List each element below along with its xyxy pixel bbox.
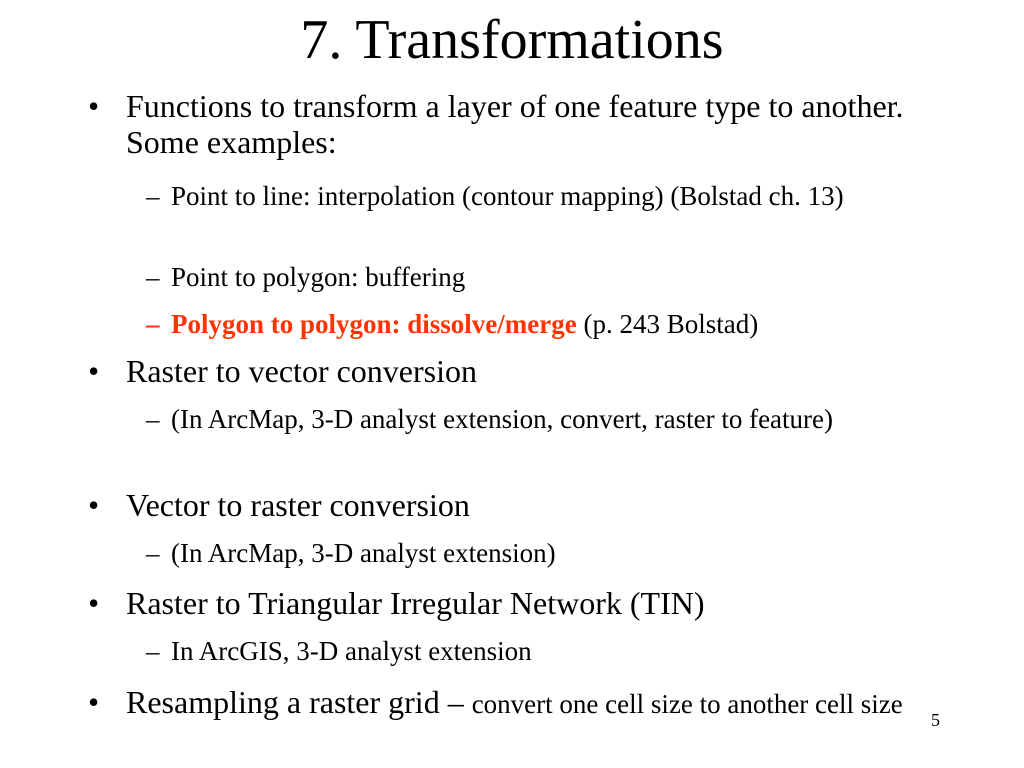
bullet-icon: • xyxy=(88,684,100,720)
bullet-icon: • xyxy=(88,353,100,389)
sub-bullet-text: In ArcGIS, 3-D analyst extension xyxy=(171,636,532,666)
dash-icon: – xyxy=(146,309,160,339)
bullet-text: Functions to transform a layer of one feature type to another. Some examples: xyxy=(126,88,904,160)
bullet-text: Raster to vector conversion xyxy=(126,353,477,389)
reference-text: (p. 243 Bolstad) xyxy=(576,309,759,339)
bullet-text: Raster to Triangular Irregular Network (TIN) xyxy=(126,585,705,621)
sub-bullet-text xyxy=(171,308,931,341)
dash-icon: – xyxy=(146,181,160,211)
bullet-main-text: Resampling a raster grid – xyxy=(126,684,472,720)
dash-icon: – xyxy=(146,404,160,434)
bullet-icon: • xyxy=(88,585,100,621)
page-number: 5 xyxy=(931,710,940,730)
bullet-small-text: convert one cell size to another cell size xyxy=(471,689,903,719)
slide-title: 7. Transformations xyxy=(300,9,724,71)
dash-icon: – xyxy=(146,538,160,568)
sub-bullet-text: (In ArcMap, 3-D analyst extension) xyxy=(171,538,556,568)
bullet-icon: • xyxy=(88,88,100,124)
bullet-text: Vector to raster conversion xyxy=(126,487,470,523)
sub-bullet-text: (In ArcMap, 3-D analyst extension, convert, raster to feature) xyxy=(171,404,834,434)
bullet-icon: • xyxy=(88,487,100,523)
highlighted-text: Polygon to polygon: dissolve/merge xyxy=(171,309,577,339)
dash-icon: – xyxy=(146,262,160,292)
bullet-text xyxy=(126,684,926,722)
dash-icon: – xyxy=(146,636,160,666)
sub-bullet-text: Point to line: interpolation (contour mapping) (Bolstad ch. 13) xyxy=(171,181,844,211)
sub-bullet-text: Point to polygon: buffering xyxy=(171,262,466,292)
